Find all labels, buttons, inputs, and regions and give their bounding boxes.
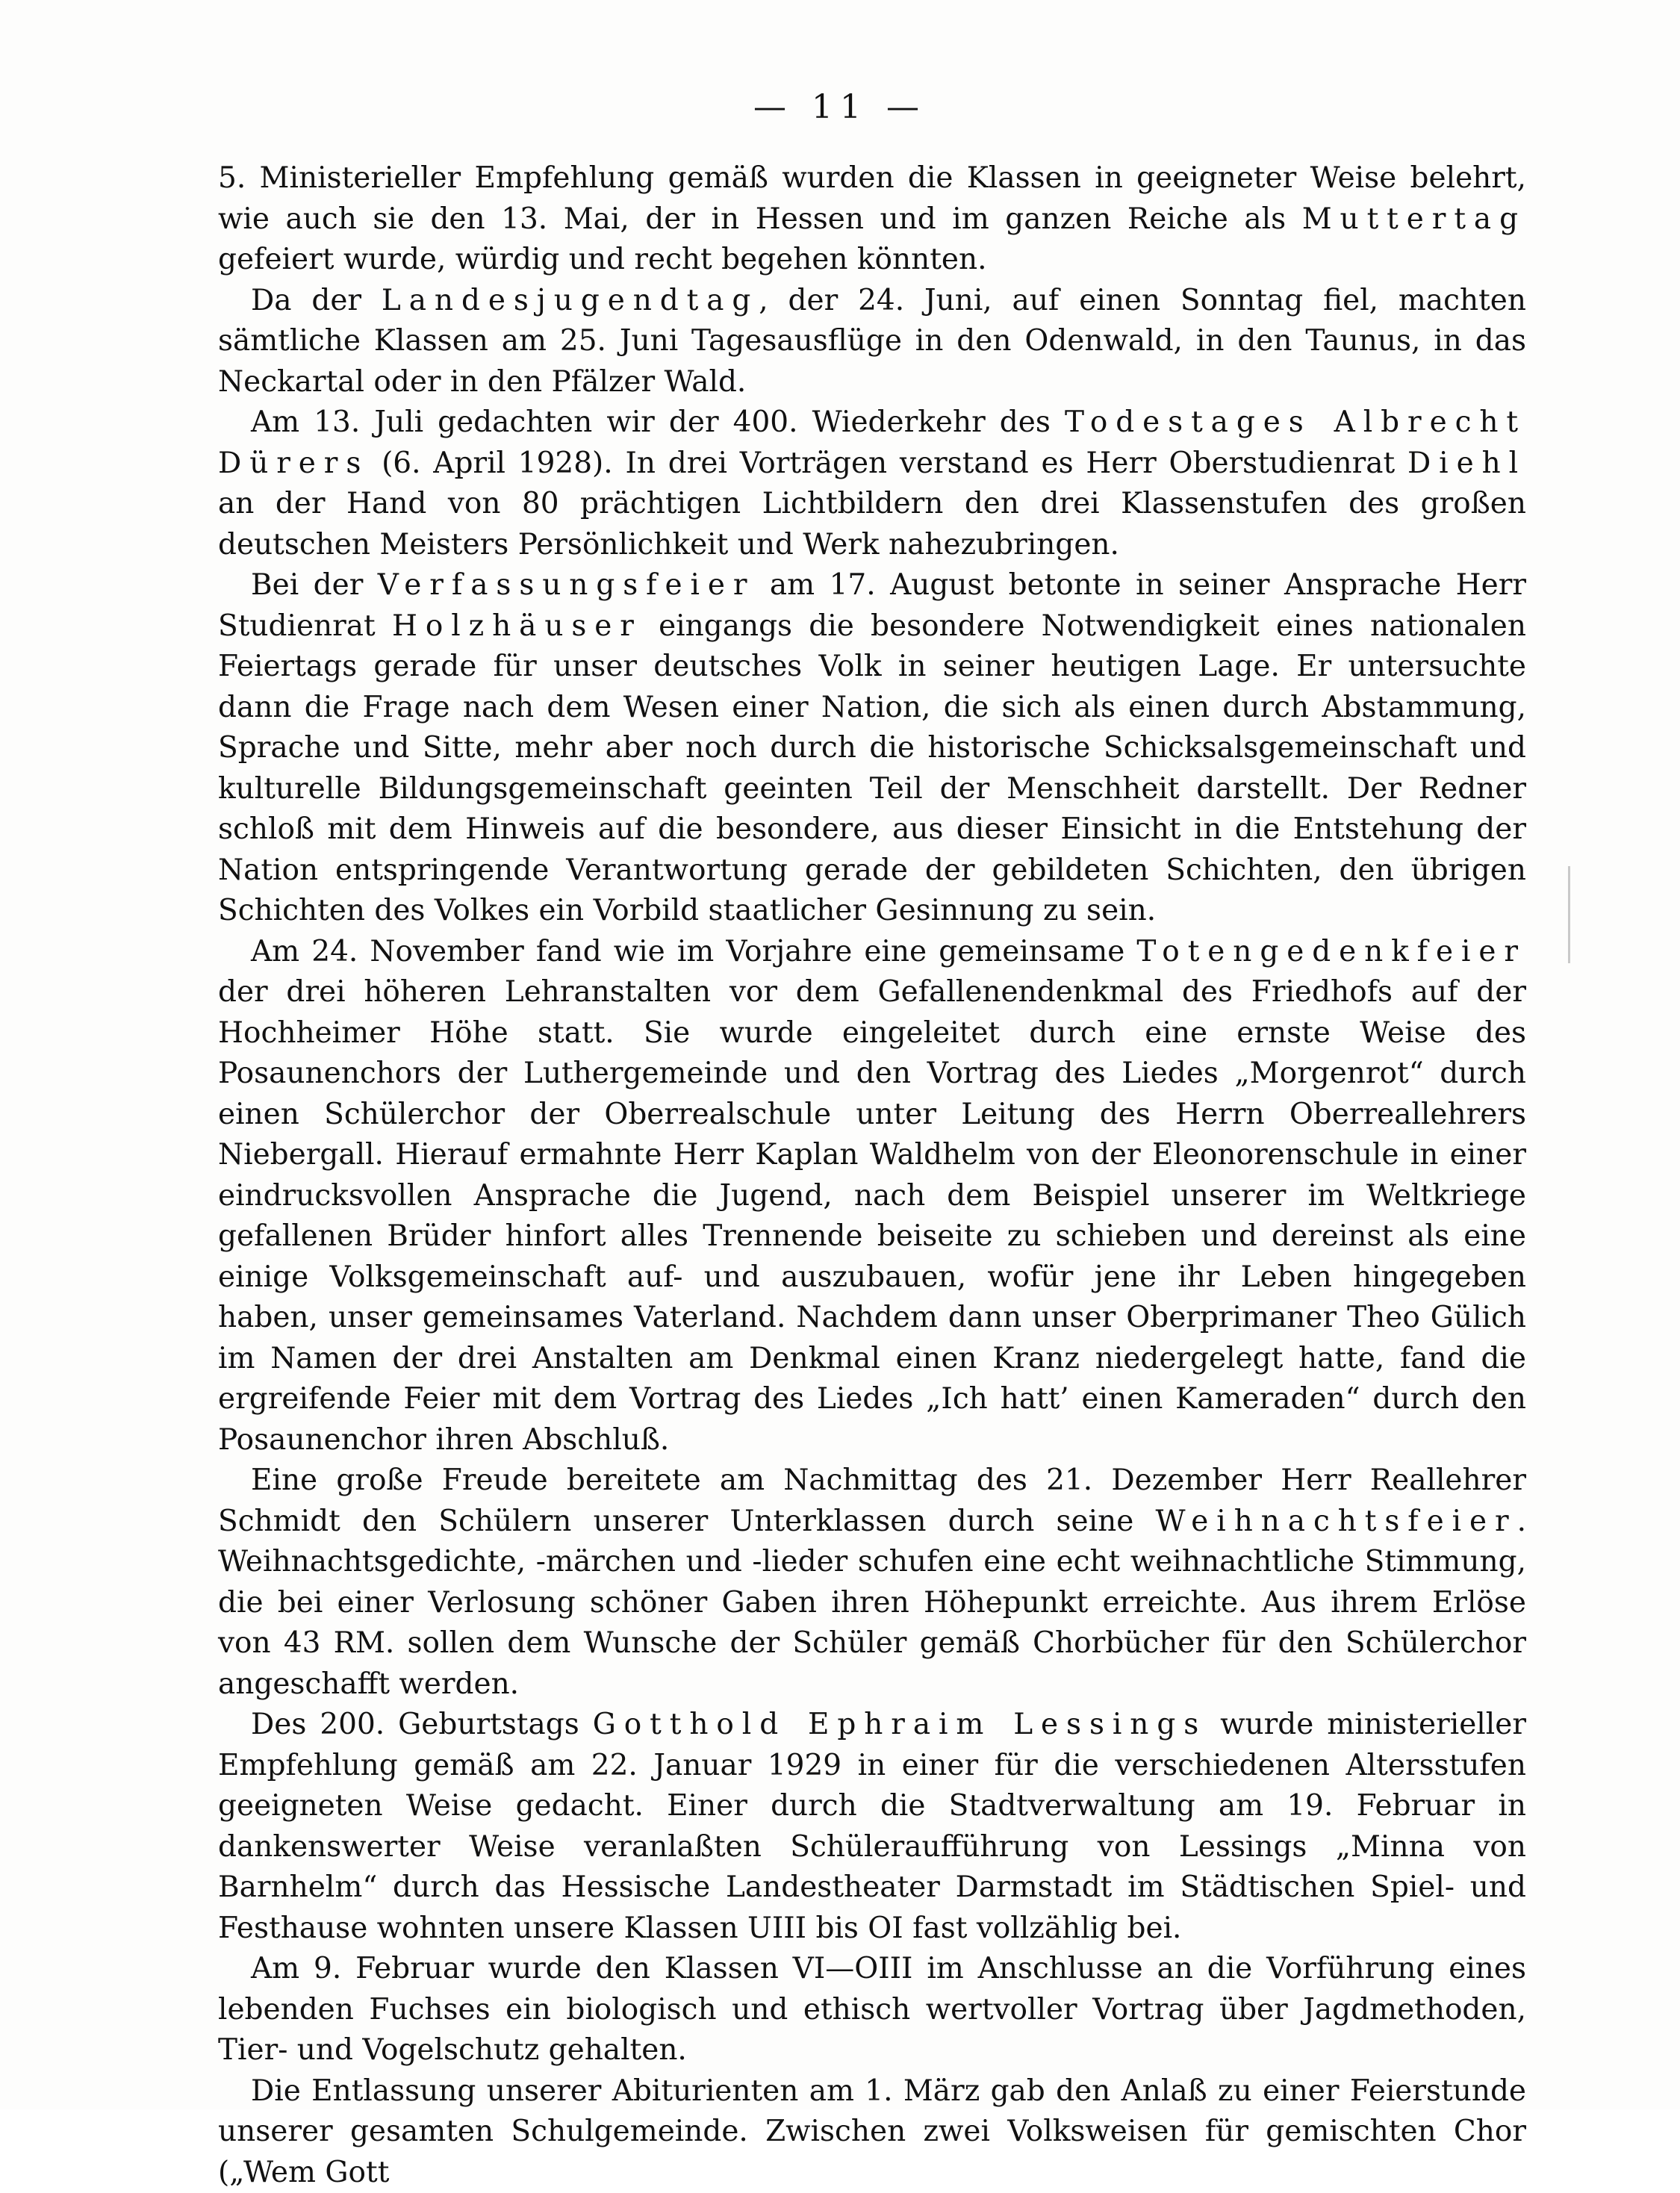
text-run: 5. Ministerieller Empfehlung gemäß wurden die Klassen in geeigneter Weise belehrt, wie auch sie den 13. Mai, der in Hessen und im ganzen Reiche als (218, 161, 1526, 236)
paragraph-constitution-day (218, 565, 1526, 932)
text-run: Bei der (251, 568, 378, 602)
paragraph-fox-lecture (218, 1949, 1526, 2071)
text-run: (6. April 1928). In drei Vorträgen verstand es Herr Oberstudienrat (369, 447, 1407, 480)
text-run: an der Hand von 80 prächtigen Lichtbildern den drei Klassenstufen des großen deutschen Meisters Persönlichkeit und Werk nahezubringen. (218, 487, 1526, 562)
margin-mark (1568, 866, 1570, 963)
spaced-term: Landesjugendtag (382, 284, 759, 317)
text-run: der drei höheren Lehranstalten vor dem Gefallenendenkmal des Friedhofs auf der Hochheimer Höhe statt. Sie wurde eingeleitet durch eine ernste Weise des Posaunenchors der Luthergemeinde und den Vortrag des Liedes „Morgenrot“ durch einen Schülerchor der Oberrealschule unter Leitung des Herrn Oberreallehrers Niebergall. Hierauf ermahnte Herr Kaplan Waldhelm von der Eleonorenschule in einer eindrucksvollen Ansprache die Jugend, nach dem Beispiel unserer im Weltkriege gefallenen Brüder hinfort alles Trennende beiseite zu schieben und dereinst als eine einige Volksgemeinschaft auf- und auszubauen, wofür jene ihr Leben hingegeben haben, unser gemeinsames Vaterland. Nachdem dann unser Oberprimaner Theo Gülich im Namen der drei Anstalten am Denkmal einen Kranz niedergelegt hatte, fand die ergreifende Feier mit dem Vortrag des Liedes „Ich hatt’ einen Kameraden“ durch den Posaunenchor ihren Abschluß. (218, 975, 1526, 1457)
text-run: Die Entlassung unserer Abiturienten am 1. März gab den Anlaß zu einer Feierstunde unserer gesamten Schulgemeinde. Zwischen zwei Volksweisen für gemischten Chor („Wem Gott (218, 2074, 1526, 2189)
text-run: Am 9. Februar wurde den Klassen VI—OIII im Anschlusse an die Vorführung eines lebenden Fuchses ein biologisch und ethisch wertvoller Vortrag über Jagdmethoden, Tier- und Vogelschutz gehalten. (218, 1952, 1526, 2067)
spaced-term: Muttertag (1302, 202, 1526, 236)
text-run: . Weihnachtsgedichte, -märchen und -lieder schufen eine echt weihnachtliche Stimmung, die bei einer Verlosung schöner Gaben ihren Höhepunkt erreichte. Aus ihrem Erlöse von 43 RM. sollen dem Wunsche der Schüler gemäß Chorbücher für den Schülerchor angeschafft werden. (218, 1505, 1526, 1701)
text-run: wurde ministerieller Empfehlung gemäß am 22. Januar 1929 in einer für die verschiedenen Altersstufen geeigneten Weise gedacht. Einer durch die Stadtverwaltung am 19. Februar in dankenswerter Weise veranlaßten Schüleraufführung von Lessings „Minna von Barnhelm“ durch das Hessische Landestheater Darmstadt im Städtischen Spiel- und Festhause wohnten unsere Klassen UIII bis OI fast vollzählig bei. (218, 1708, 1526, 1945)
text-run: , der 24. Juni, auf einen Sonntag fiel, machten sämtliche Klassen am 25. Juni Tagesausflüge in den Odenwald, in den Taunus, in das Neckartal oder in den Pfälzer Wald. (218, 284, 1526, 399)
paragraph-youth-day (218, 281, 1526, 403)
spaced-term: Todestages Albrecht Dürers (218, 405, 1526, 480)
spaced-term: Totengedenkfeier (1136, 935, 1526, 968)
paragraph-christmas (218, 1461, 1526, 1705)
text-run: gefeiert wurde, würdig und recht begehen könnten. (218, 243, 987, 276)
paragraph-memorial (218, 932, 1526, 1461)
text-run: Am 13. Juli gedachten wir der 400. Wiederkehr des (251, 405, 1065, 439)
body-text (218, 158, 1526, 2193)
text-run: eingangs die besondere Notwendigkeit eines nationalen Feiertags gerade für unser deutsches Volk in seiner heutigen Lage. Er untersuchte dann die Frage nach dem Wesen einer Nation, die sich als einen durch Abstammung, Sprache und Sitte, mehr aber noch durch die historische Schicksalsgemeinschaft und kulturelle Bildungsgemeinschaft geeinten Teil der Menschheit darstellt. Der Redner schloß mit dem Hinweis auf die besondere, aus dieser Einsicht in die Entstehung der Nation entspringende Verantwortung gerade der gebildeten Schichten, den übrigen Schichten des Volkes ein Vorbild staatlicher Gesinnung zu sein. (218, 609, 1526, 928)
text-run: Des 200. Geburtstags (251, 1708, 593, 1741)
paragraph-graduation (218, 2071, 1526, 2193)
spaced-term: Verfassungsfeier (378, 568, 756, 602)
text-run: Am 24. November fand wie im Vorjahre eine gemeinsame (251, 935, 1136, 968)
text-run: Eine große Freude bereitete am Nachmittag des 21. Dezember Herr Reallehrer Schmidt den Schülern unserer Unterklassen durch seine (218, 1463, 1526, 1538)
paragraph-mother-day (218, 158, 1526, 281)
page-number: — 11 — (0, 88, 1680, 126)
paragraph-lessing (218, 1705, 1526, 1949)
spaced-term: Holzhäuser (392, 609, 642, 643)
spaced-term: Gotthold Ephraim Lessings (593, 1708, 1207, 1741)
spaced-term: Diehl (1407, 447, 1526, 480)
spaced-term: Weihnachtsfeier (1155, 1505, 1516, 1538)
text-run: am 17. August betonte in seiner Ansprache Herr Studienrat (218, 568, 1526, 643)
text-run: Da der (251, 284, 382, 317)
paragraph-duerer (218, 402, 1526, 565)
